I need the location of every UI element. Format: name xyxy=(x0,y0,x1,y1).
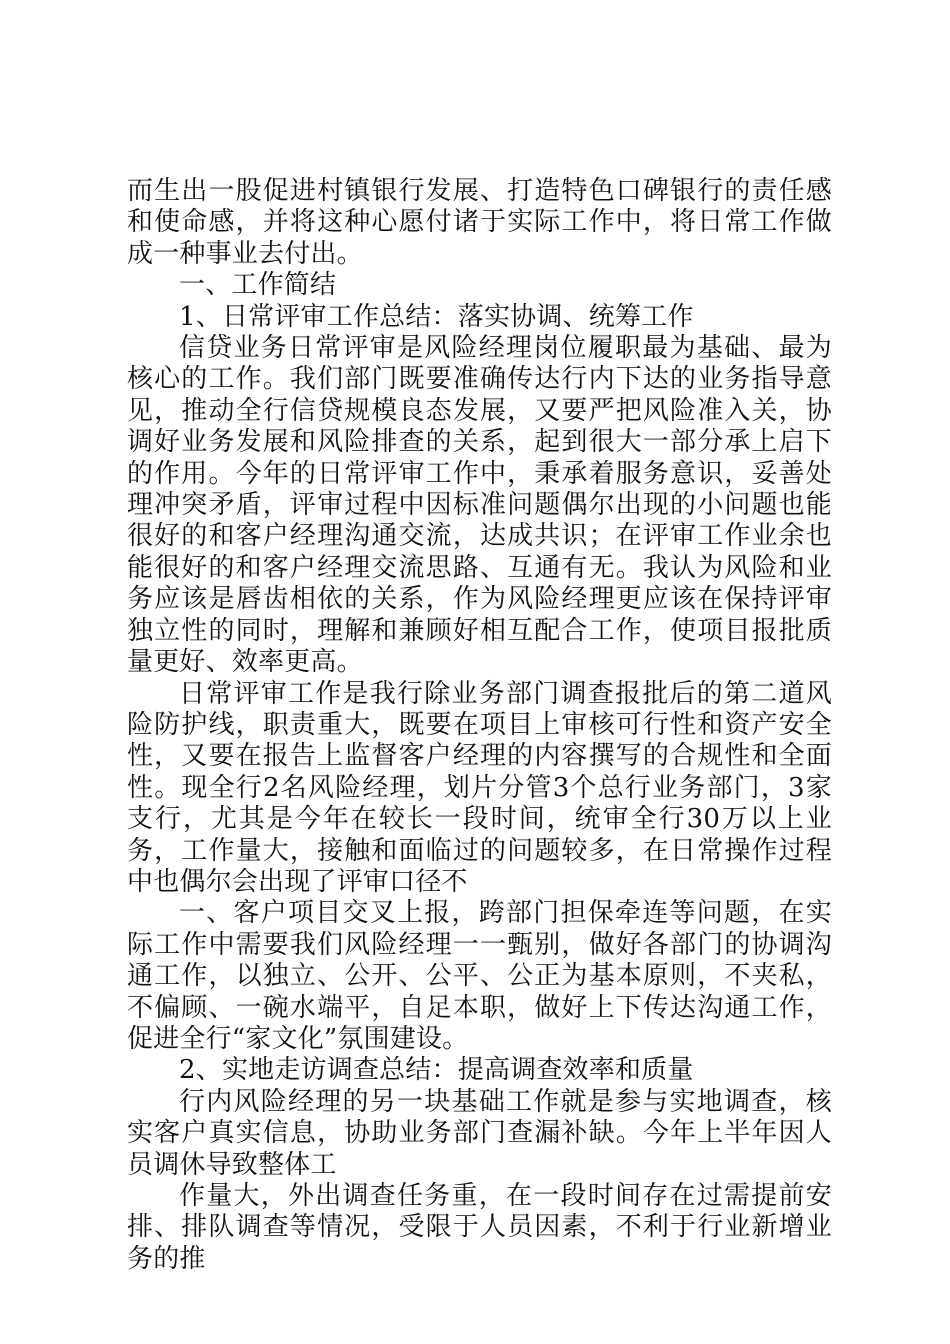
paragraph-second-line-of-defense: 日常评审工作是我行除业务部门调查报批后的第二道风险防护线，职责重大，既要在项目上审核可行性和资产安全性，又要在报告上监督客户经理的内容撰写的合规性和全面性。现全行2名风险经理，划片分管3个总行业务部门，3家支行，尤其是今年在较长一段时间，统审全行30万以上业务，工作量大，接触和面临过的问题较多，在日常操作过程中也偶尔会出现了评审口径不 xyxy=(127,678,832,897)
paragraph-intro: 而生出一股促进村镇银行发展、打造特色口碑银行的责任感和使命感，并将这种心愿付诸于实际工作中，将日常工作做成一种事业去付出。 xyxy=(127,176,832,269)
paragraph-workload: 作量大，外出调查任务重，在一段时间存在过需提前安排、排队调查等情况，受限于人员因素，不利于行业新增业务的推 xyxy=(127,1181,832,1274)
subheading-site-visit: 2、实地走访调查总结：提高调查效率和质量 xyxy=(179,1055,694,1086)
paragraph-site-visit-basic: 行内风险经理的另一块基础工作就是参与实地调查，核实客户真实信息，协助业务部门查漏补缺。今年上半年因人员调休导致整体工 xyxy=(127,1086,832,1180)
subheading-daily-review: 1、日常评审工作总结：落实协调、统筹工作 xyxy=(179,301,694,332)
document-body xyxy=(127,176,832,1275)
section-heading-work-summary: 一、工作简结 xyxy=(179,270,337,301)
paragraph-daily-review-core: 信贷业务日常评审是风险经理岗位履职最为基础、最为核心的工作。我们部门既要准确传达行内下达的业务指导意见，推动全行信贷规模良态发展，又要严把风险准入关，协调好业务发展和风险排查的关系，起到很大一部分承上启下的作用。今年的日常评审工作中，秉承着服务意识，妥善处理冲突矛盾，评审过程中因标准问题偶尔出现的小问题也能很好的和客户经理沟通交流，达成共识；在评审工作业余也能很好的和客户经理交流思路、互通有无。我认为风险和业务应该是唇齿相依的关系，作为风险经理更应该在保持评审独立性的同时，理解和兼顾好相互配合工作，使项目报批质量更好、效率更高。 xyxy=(127,333,832,678)
paragraph-cross-department: 一、客户项目交叉上报，跨部门担保牵连等问题，在实际工作中需要我们风险经理一一甄别，做好各部门的协调沟通工作，以独立、公开、公平、公正为基本原则，不夹私，不偏顾、一碗水端平，自足本职，做好上下传达沟通工作，促进全行“家文化”氛围建设。 xyxy=(127,898,832,1054)
